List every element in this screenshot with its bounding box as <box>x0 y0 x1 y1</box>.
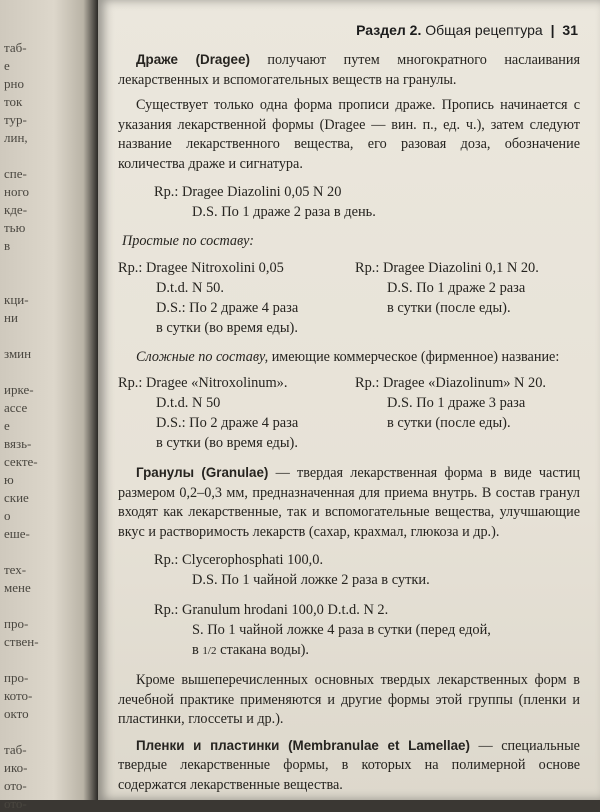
running-header <box>356 22 578 38</box>
paragraph-dragee <box>118 50 580 90</box>
previous-page-fragment: спе- <box>4 166 27 181</box>
rx-line: D.S. По 1 чайной ложке 2 раза в сутки. <box>192 572 430 588</box>
complex-prescriptions <box>118 373 580 453</box>
rx-line: D.S.: По 2 драже 4 раза <box>156 415 299 431</box>
rx-line: в сутки (во время еды). <box>156 435 298 451</box>
rx-line: Rp.: Granulum hrodani 100,0 D.t.d. N 2. <box>154 602 389 618</box>
previous-page-fragment: тех- <box>4 562 27 577</box>
rx-line <box>154 640 580 661</box>
book-page <box>98 0 600 800</box>
previous-page-fragment: про- <box>4 616 29 631</box>
paragraph-granules <box>118 463 580 542</box>
rx-line: D.t.d. N 50. <box>156 279 224 296</box>
page-body <box>118 50 580 801</box>
rx-line: Rp.: Dragee «Nitroxolinum». <box>118 375 288 391</box>
term-dragee: Драже (Dragee) <box>136 52 250 67</box>
subheading-complex <box>118 348 580 368</box>
rx-line: D.t.d. N 50 <box>156 395 221 411</box>
rx-text: в <box>192 642 203 658</box>
paragraph-dragee-prescription <box>118 96 580 174</box>
prescription-example-1 <box>154 182 580 222</box>
previous-page-fragment: окто <box>4 706 29 721</box>
rx-line: Rp.: Dragee Diazolini 0,05 N 20 <box>154 184 342 200</box>
rx-line: Rp.: Dragee «Diazolinum» N 20. <box>355 375 547 391</box>
simple-prescriptions <box>118 258 580 338</box>
previous-page-fragment: про- <box>4 670 29 685</box>
rx-line: Rp.: Clycerophosphati 100,0. <box>154 552 324 568</box>
paragraph-films <box>118 736 580 796</box>
previous-page-fragment: кде- <box>4 202 28 217</box>
subheading-simple: Простые по составу: <box>122 233 255 249</box>
header-separator: | <box>550 22 555 38</box>
rx-line: в сутки (после еды). <box>387 415 511 431</box>
previous-page-fragment: рно <box>4 76 24 91</box>
paragraph-text: — твердая лекарственная форма в виде частиц размером 0,2–0,3 мм, предназначенная для приема внутрь. В состав гранул входят как лекарственные, так и вспомогательные вещества, улучшающие вкус и растворимость лекарств (сахар, крахмал, глюкоза и др.). <box>118 465 580 540</box>
previous-page-fragment: е <box>4 418 10 433</box>
rx-text: стакана воды). <box>216 642 310 658</box>
previous-page-fragment: ток <box>4 94 23 109</box>
previous-page-fragment: ико- <box>4 760 28 775</box>
rx-line: в сутки (после еды). <box>387 299 511 316</box>
previous-page-fragment: ассе <box>4 400 28 415</box>
previous-page-fragment: таб- <box>4 40 27 55</box>
paragraph-text: — специальные твердые лекарственные формы, в которых на полимерной основе содержатся лекарственные вещества. <box>118 737 580 793</box>
fraction: 1/2 <box>202 645 217 657</box>
previous-page-fragment: ото- <box>4 778 27 793</box>
previous-page-fragment: ирке- <box>4 382 34 397</box>
previous-page-fragment: е <box>4 58 10 73</box>
rx-line: D.S.: По 2 драже 4 раза <box>156 299 299 316</box>
rx-line: D.S. По 1 драже 3 раза <box>387 395 526 411</box>
rx-line: D.S. По 1 драже 2 раза <box>387 279 526 296</box>
prescription-example-granules-1 <box>154 550 580 590</box>
paragraph-text: имеющие коммерческое (фирменное) название: <box>268 348 560 365</box>
previous-page-fragment: секте- <box>4 454 38 469</box>
term-granules: Гранулы (Granulae) <box>136 465 269 480</box>
previous-page-fragment: ствен- <box>4 634 39 649</box>
previous-page-fragment: таб- <box>4 742 27 757</box>
rx-simple-right <box>355 258 580 338</box>
previous-page-fragment: ю <box>4 472 14 487</box>
rx-line: в сутки (во время еды). <box>156 319 298 336</box>
section-title: Общая рецептура <box>425 22 543 38</box>
previous-page-fragment: ни <box>4 310 18 325</box>
rx-simple-left <box>118 258 348 338</box>
previous-page-fragment: о <box>4 508 11 523</box>
previous-page-fragment: вязь- <box>4 436 32 451</box>
previous-page-fragment: мене <box>4 580 31 595</box>
previous-page-fragment: тур- <box>4 112 27 127</box>
previous-page-fragment: тью <box>4 220 26 235</box>
rx-line: D.S. По 1 драже 2 раза в день. <box>192 204 376 220</box>
previous-page-fragment: кото- <box>4 688 33 703</box>
page-number: 31 <box>562 22 578 38</box>
rx-line: Rp.: Dragee Diazolini 0,1 N 20. <box>355 259 539 276</box>
previous-page-fragment: змин <box>4 346 32 361</box>
paragraph-other-forms <box>118 671 580 730</box>
subheading-complex-italic: Сложные по составу, <box>136 348 269 365</box>
section-label: Раздел 2. <box>356 22 422 38</box>
paragraph-text: получают путем многократного наслаивания лекарственных и вспомогательных веществ на гранулы. <box>118 52 580 88</box>
previous-page-fragment: еше- <box>4 526 30 541</box>
rx-line: S. По 1 чайной ложке 4 раза в сутки (перед едой, <box>192 622 491 638</box>
previous-page-fragment: ного <box>4 184 29 199</box>
rx-line: Rp.: Dragee Nitroxolini 0,05 <box>118 259 284 276</box>
rx-complex-right <box>355 373 580 453</box>
previous-page-fragment: в <box>4 238 11 253</box>
prescription-example-granules-2 <box>154 600 580 661</box>
rx-complex-left <box>118 373 348 453</box>
previous-page-fragment: ото- <box>4 796 27 811</box>
previous-page-fragment: лин, <box>4 130 28 145</box>
previous-page-fragment: кци- <box>4 292 29 307</box>
previous-page-fragment: ские <box>4 490 29 505</box>
term-films: Пленки и пластинки (Membranulae et Lamellae) <box>136 737 470 753</box>
paragraph-text: Кроме вышеперечисленных основных твердых лекарственных форм в лечебной практике применяются и другие формы этой группы (пленки и пластинки, глоссеты и др.). <box>118 672 580 727</box>
paragraph-text: Существует только одна форма прописи драже. Пропись начинается с указания лекарственной формы (Dragee — вин. п., ед. ч.), затем следуют название лекарственного вещества, его разовая доза, обозначение количества драже и сигнатура. <box>118 97 580 172</box>
